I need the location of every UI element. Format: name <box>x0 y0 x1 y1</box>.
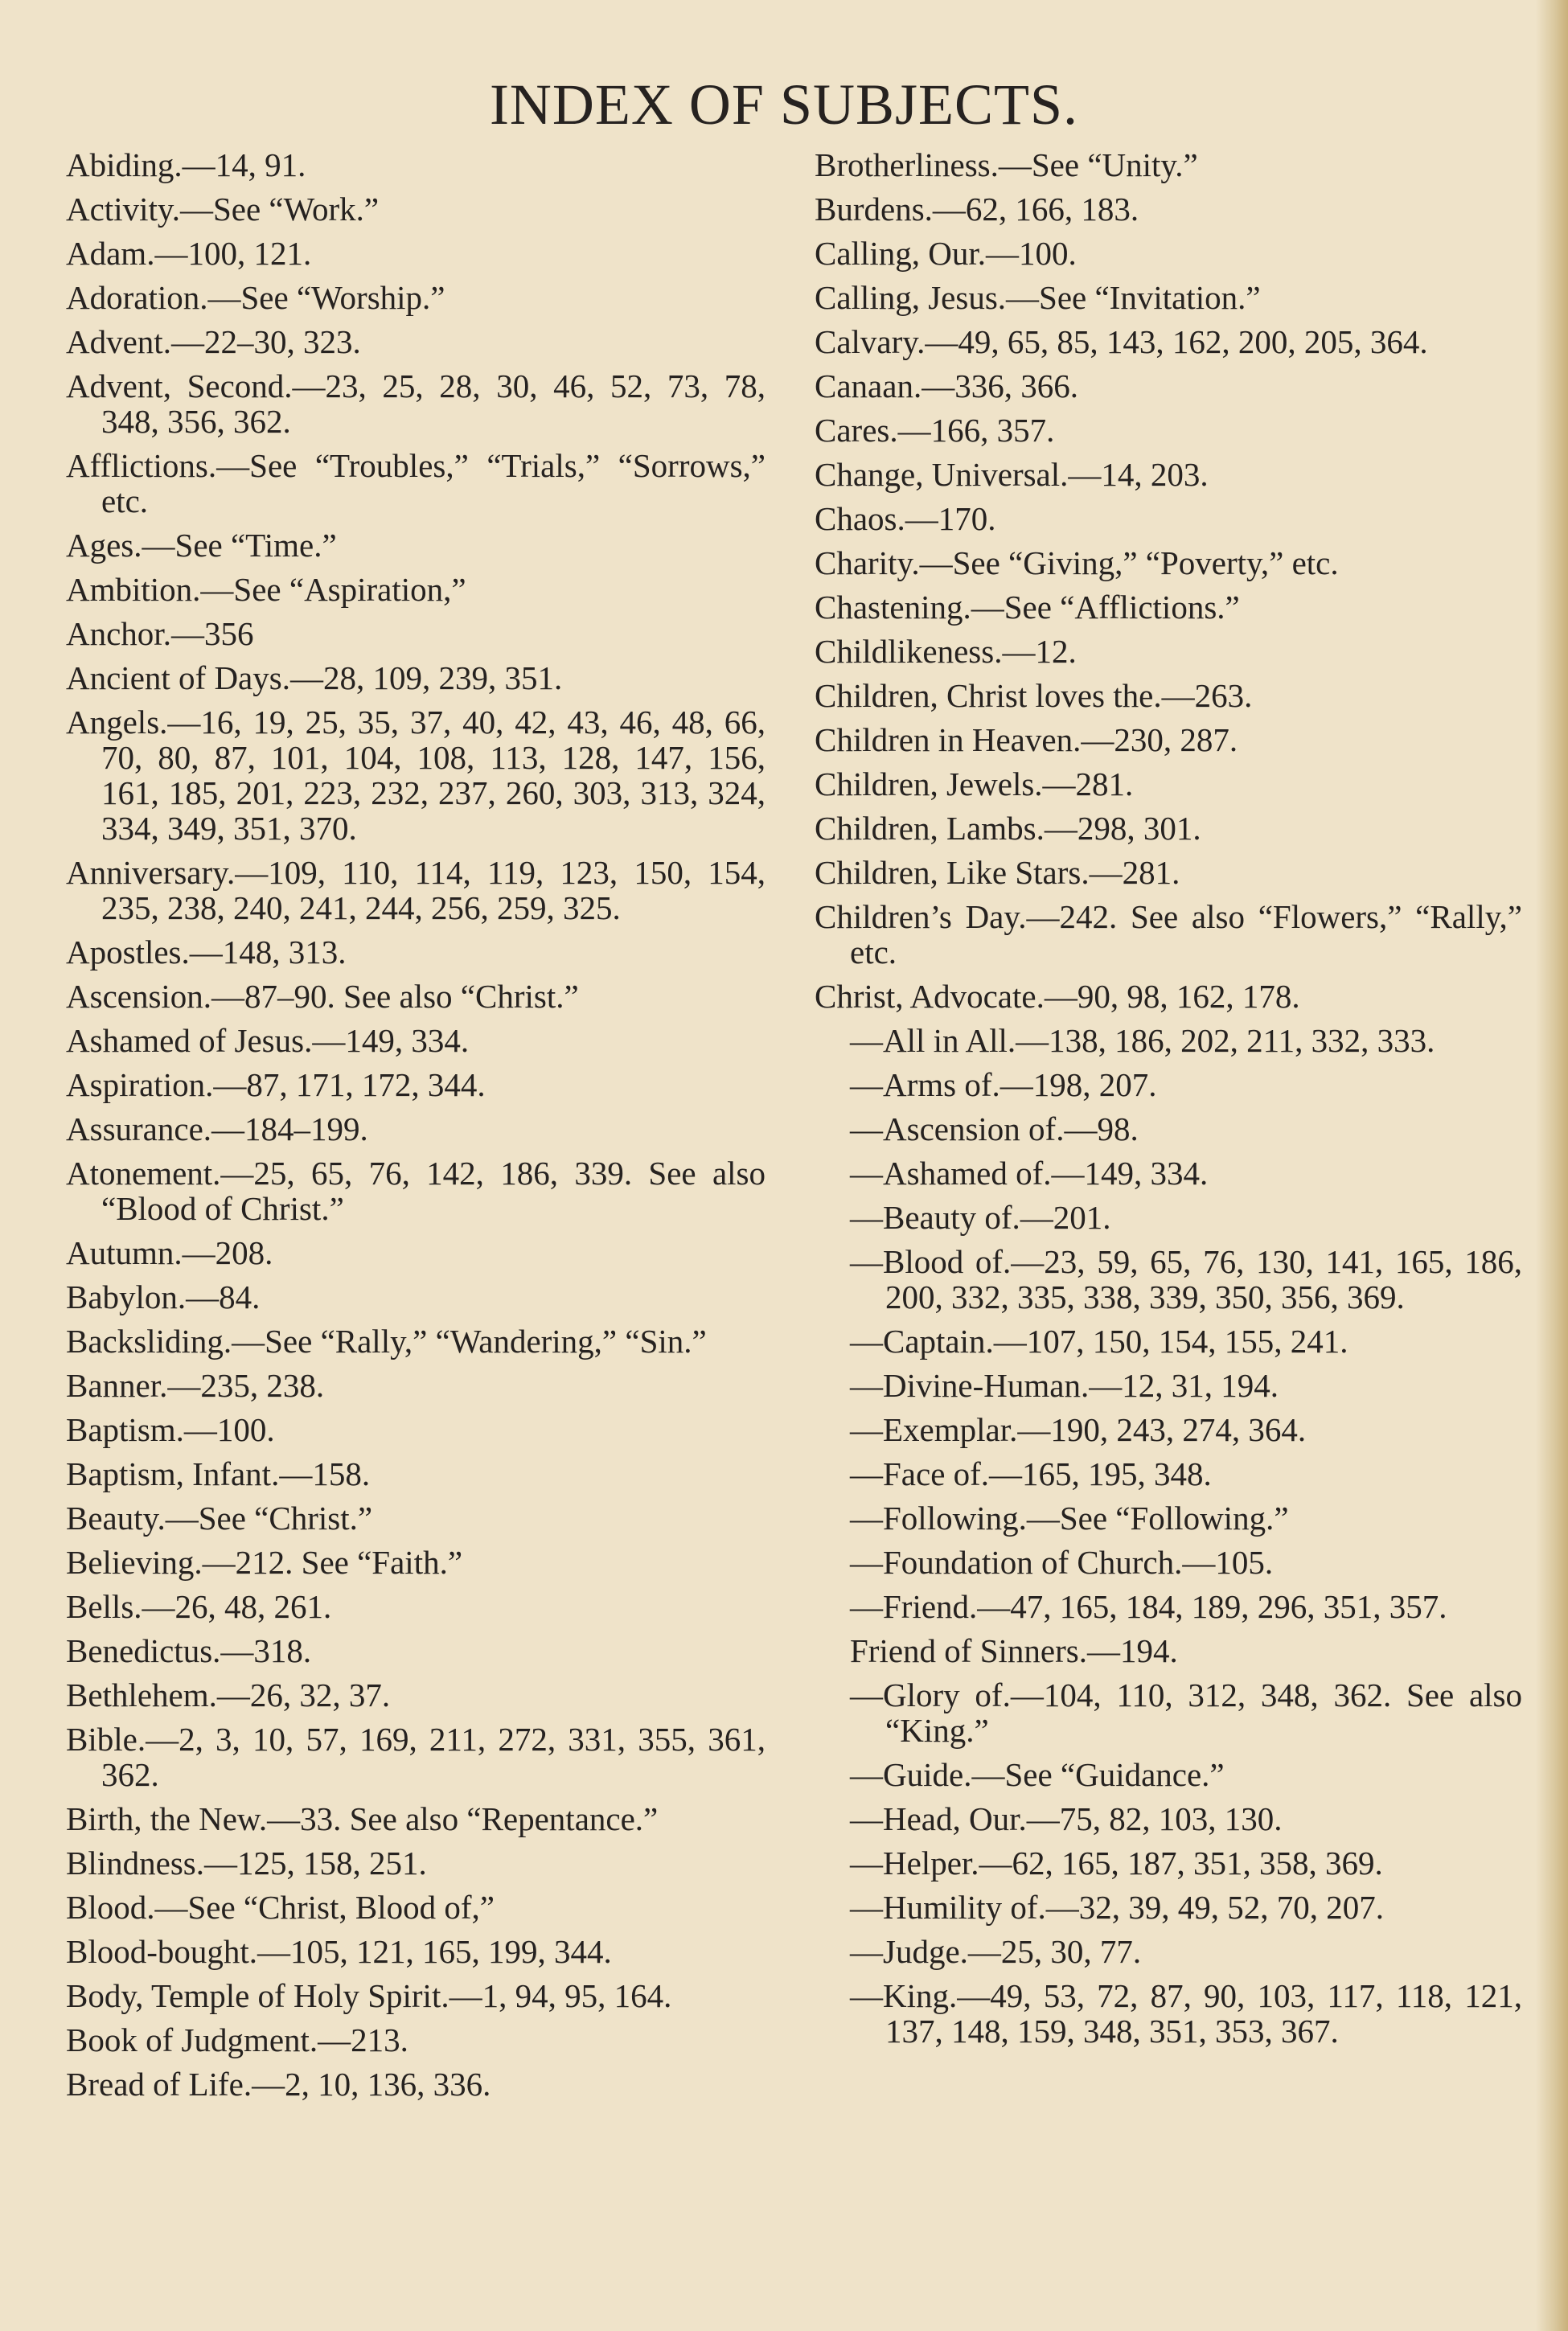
index-entry: Ambition.—See “Aspiration,” <box>66 571 466 608</box>
index-entry: Christ, Advocate.—90, 98, 162, 178. <box>815 978 1300 1015</box>
index-entry: Blood-bought.—105, 121, 165, 199, 344. <box>66 1933 612 1970</box>
page-edge-shadow <box>1536 0 1568 2331</box>
index-entry: Blindness.—125, 158, 251. <box>66 1845 427 1882</box>
index-subentry: —Divine-Human.—12, 31, 194. <box>850 1367 1279 1404</box>
index-entry: Angels.—16, 19, 25, 35, 37, 40, 42, 43, 46, 48, 66, 70, 80, 87, 101, 104, 108, 113, 128, 147, 156, 161, 185, 201, 223, 232, 237, 260, 303, 313, 324, 334, 349, 351, 370. <box>66 704 766 847</box>
index-entry: Children, Jewels.—281. <box>815 765 1134 802</box>
index-entry: Children’s Day.—242. See also “Flowers,” “Rally,” etc. <box>815 898 1522 971</box>
index-entry: Baptism, Infant.—158. <box>66 1455 371 1492</box>
index-entry: Apostles.—148, 313. <box>66 934 347 971</box>
index-entry: Advent.—22–30, 323. <box>66 323 361 360</box>
index-entry: Anniversary.—109, 110, 114, 119, 123, 150, 154, 235, 238, 240, 241, 244, 256, 259, 325. <box>66 854 766 926</box>
index-subentry: —Humility of.—32, 39, 49, 52, 70, 207. <box>850 1889 1384 1926</box>
index-entry: Cares.—166, 357. <box>815 412 1055 449</box>
index-entry: Calling, Our.—100. <box>815 235 1077 272</box>
index-entry: Blood.—See “Christ, Blood of,” <box>66 1889 495 1926</box>
index-subentry: —Helper.—62, 165, 187, 351, 358, 369. <box>850 1845 1383 1882</box>
index-entry: Baptism.—100. <box>66 1411 275 1448</box>
index-entry: Calling, Jesus.—See “Invitation.” <box>815 279 1261 316</box>
index-entry: Ashamed of Jesus.—149, 334. <box>66 1022 470 1059</box>
index-entry: Beauty.—See “Christ.” <box>66 1500 373 1537</box>
index-entry: Babylon.—84. <box>66 1278 261 1315</box>
index-subentry: —King.—49, 53, 72, 87, 90, 103, 117, 118, 121, 137, 148, 159, 348, 351, 353, 367. <box>850 1977 1522 2050</box>
index-entry: Charity.—See “Giving,” “Poverty,” etc. <box>815 544 1339 581</box>
index-subentry: —Following.—See “Following.” <box>850 1500 1289 1537</box>
index-entry: Activity.—See “Work.” <box>66 191 380 228</box>
index-entry: Canaan.—336, 366. <box>815 367 1078 404</box>
index-entry: Believing.—212. See “Faith.” <box>66 1544 463 1581</box>
index-entry: Change, Universal.—14, 203. <box>815 456 1209 493</box>
index-subentry: —Ashamed of.—149, 334. <box>850 1155 1209 1192</box>
index-entry: Calvary.—49, 65, 85, 143, 162, 200, 205, 364. <box>815 323 1428 360</box>
index-subentry: —Arms of.—198, 207. <box>850 1066 1157 1103</box>
index-subentry: —Beauty of.—201. <box>850 1199 1111 1236</box>
index-entry: Autumn.—208. <box>66 1234 273 1271</box>
index-entry: Chastening.—See “Afflictions.” <box>815 589 1240 626</box>
index-entry: Body, Temple of Holy Spirit.—1, 94, 95, 164. <box>66 1977 672 2014</box>
index-entry: Bethlehem.—26, 32, 37. <box>66 1676 391 1713</box>
index-subentry: —Guide.—See “Guidance.” <box>850 1756 1225 1793</box>
index-entry: Bread of Life.—2, 10, 136, 336. <box>66 2066 491 2103</box>
index-entry: Adoration.—See “Worship.” <box>66 279 445 316</box>
index-entry: Children, Christ loves the.—263. <box>815 677 1253 714</box>
index-entry: Book of Judgment.—213. <box>66 2021 408 2058</box>
index-entry: Ascension.—87–90. See also “Christ.” <box>66 978 579 1015</box>
page-title: INDEX OF SUBJECTS. <box>489 72 1079 137</box>
index-subentry: —Head, Our.—75, 82, 103, 130. <box>850 1800 1283 1837</box>
index-entry: Ages.—See “Time.” <box>66 527 337 564</box>
index-subentry: Friend of Sinners.—194. <box>850 1632 1178 1669</box>
index-entry: Backsliding.—See “Rally,” “Wandering,” “Sin.” <box>66 1323 707 1360</box>
index-entry: Children in Heaven.—230, 287. <box>815 721 1238 758</box>
left-index-column <box>66 147 766 2111</box>
index-entry: Childlikeness.—12. <box>815 633 1077 670</box>
index-subentry: —All in All.—138, 186, 202, 211, 332, 333. <box>850 1022 1435 1059</box>
index-subentry: —Foundation of Church.—105. <box>850 1544 1274 1581</box>
index-subentry: —Judge.—25, 30, 77. <box>850 1933 1142 1970</box>
index-entry: Bible.—2, 3, 10, 57, 169, 211, 272, 331, 355, 361, 362. <box>66 1721 766 1793</box>
index-entry: Birth, the New.—33. See also “Repentance.” <box>66 1800 659 1837</box>
index-entry: Brotherliness.—See “Unity.” <box>815 146 1198 183</box>
index-entry: Anchor.—356 <box>66 615 254 652</box>
index-entry: Bells.—26, 48, 261. <box>66 1588 332 1625</box>
index-subentry: —Exemplar.—190, 243, 274, 364. <box>850 1411 1307 1448</box>
index-entry: Children, Lambs.—298, 301. <box>815 810 1201 847</box>
index-entry: Burdens.—62, 166, 183. <box>815 191 1139 228</box>
index-entry: Atonement.—25, 65, 76, 142, 186, 339. See also “Blood of Christ.” <box>66 1155 766 1227</box>
index-entry: Abiding.—14, 91. <box>66 146 306 183</box>
index-entry: Assurance.—184–199. <box>66 1110 368 1147</box>
index-entry: Afflictions.—See “Troubles,” “Trials,” “Sorrows,” etc. <box>66 447 766 519</box>
index-entry: Banner.—235, 238. <box>66 1367 325 1404</box>
index-entry: Adam.—100, 121. <box>66 235 312 272</box>
index-entry: Advent, Second.—23, 25, 28, 30, 46, 52, 73, 78, 348, 356, 362. <box>66 367 766 440</box>
index-entry: Ancient of Days.—28, 109, 239, 351. <box>66 659 563 696</box>
index-subentry: —Face of.—165, 195, 348. <box>850 1455 1212 1492</box>
index-subentry: —Captain.—107, 150, 154, 155, 241. <box>850 1323 1348 1360</box>
right-index-column <box>815 147 1522 2058</box>
index-entry: Chaos.—170. <box>815 500 996 537</box>
index-entry: Benedictus.—318. <box>66 1632 312 1669</box>
index-entry: Children, Like Stars.—281. <box>815 854 1180 891</box>
index-subentry: —Ascension of.—98. <box>850 1110 1139 1147</box>
index-subentry: —Glory of.—104, 110, 312, 348, 362. See also “King.” <box>850 1676 1522 1749</box>
index-entry: Aspiration.—87, 171, 172, 344. <box>66 1066 486 1103</box>
index-subentry: —Blood of.—23, 59, 65, 76, 130, 141, 165, 186, 200, 332, 335, 338, 339, 350, 356, 369. <box>850 1243 1522 1315</box>
index-subentry: —Friend.—47, 165, 184, 189, 296, 351, 357. <box>850 1588 1447 1625</box>
